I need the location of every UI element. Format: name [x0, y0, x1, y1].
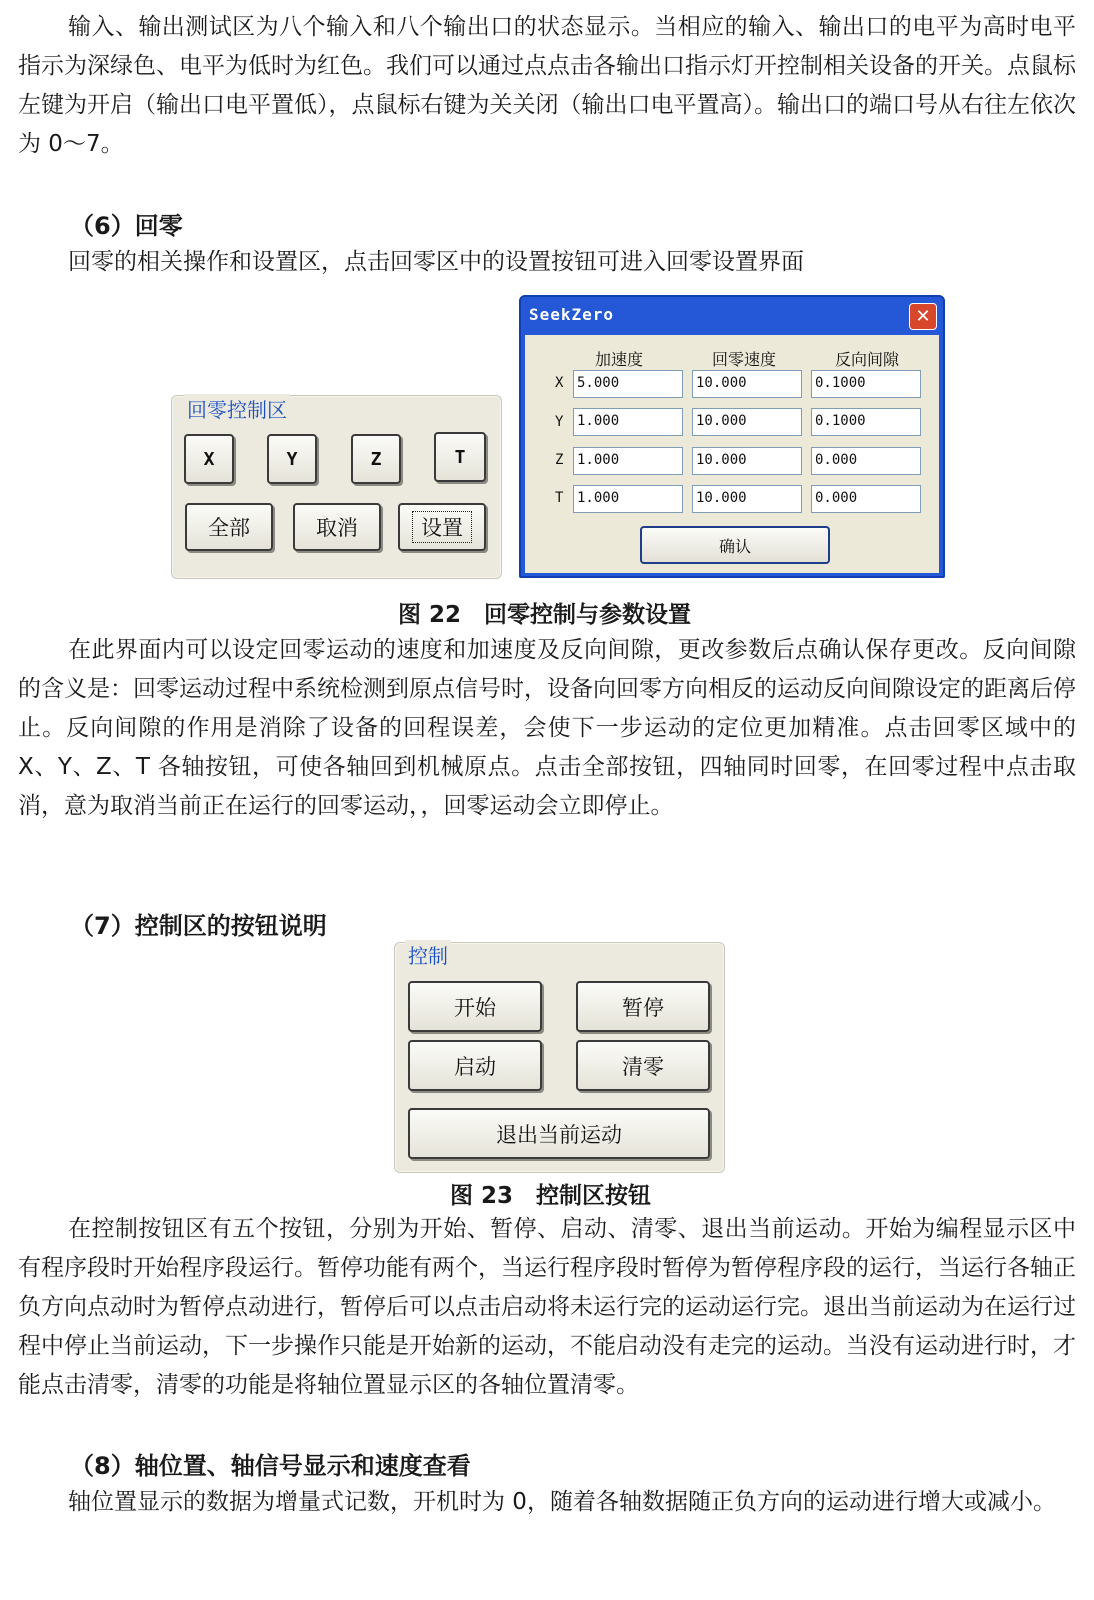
row-label-z: Z [555, 452, 564, 468]
y-acceleration-field[interactable]: 1.000 [573, 408, 683, 436]
intro-paragraph: 输入、输出测试区为八个输入和八个输出口的状态显示。当相应的输入、输出口的电平为高时电平指示为深绿色、电平为低时为红色。我们可以通过点点击各输出口指示灯开控制相关设备的开关。点鼠标左键为开启（输出口电平置低），点鼠标右键为关关闭（输出口电平置高）。输出口的端口号从右往左依次为 0～7。 [18, 14, 1076, 157]
row-label-y: Y [555, 414, 564, 430]
home-control-panel [171, 395, 502, 579]
control-panel-label: 控制 [405, 940, 451, 969]
home-t-button[interactable]: T [434, 432, 486, 482]
home-x-button[interactable]: X [184, 434, 234, 484]
home-setup-button-label: 设置 [412, 511, 472, 543]
z-backlash-field[interactable]: 0.000 [811, 447, 921, 475]
home-control-panel-label: 回零控制区 [184, 394, 290, 423]
figure-22-caption: 图 22 回零控制与参数设置 [398, 602, 692, 628]
x-acceleration-field[interactable]: 5.000 [573, 370, 683, 398]
section-heading-control-buttons: （7）控制区的按钮说明 [70, 912, 327, 940]
homing-intro-text: 回零的相关操作和设置区，点击回零区中的设置按钮可进入回零设置界面 [68, 249, 804, 275]
z-home-speed-field[interactable]: 10.000 [692, 447, 802, 475]
t-acceleration-field[interactable]: 1.000 [573, 485, 683, 513]
x-backlash-field[interactable]: 0.1000 [811, 370, 921, 398]
home-z-button[interactable]: Z [351, 434, 401, 484]
control-description-paragraph: 在控制按钮区有五个按钮，分别为开始、暂停、启动、清零、退出当前运动。开始为编程显示区中有程序段时开始程序段运行。暂停功能有两个，当运行程序段时暂停为暂停程序段的运行，当运行各轴正负方向点动时为暂停点动进行，暂停后可以点击启动将未运行完的运动运行完。退出当前运动为在运行过程中停止当前运动，下一步操作只能是开始新的运动，不能启动没有走完的运动。当没有运动进行时，才能点击清零，清零的功能是将轴位置显示区的各轴位置清零。 [18, 1216, 1076, 1398]
exit-current-motion-button[interactable]: 退出当前运动 [408, 1108, 710, 1159]
y-home-speed-field[interactable]: 10.000 [692, 408, 802, 436]
column-header-home-speed: 回零速度 [712, 350, 777, 369]
close-icon[interactable]: ✕ [909, 303, 937, 330]
pause-button[interactable]: 暂停 [576, 981, 710, 1032]
z-acceleration-field[interactable]: 1.000 [573, 447, 683, 475]
t-backlash-field[interactable]: 0.000 [811, 485, 921, 513]
confirm-button[interactable]: 确认 [640, 526, 830, 564]
dialog-body [525, 335, 939, 573]
home-all-button[interactable]: 全部 [185, 503, 273, 551]
launch-button[interactable]: 启动 [408, 1040, 542, 1091]
row-label-x: X [555, 375, 564, 391]
home-cancel-button[interactable]: 取消 [293, 503, 381, 551]
x-home-speed-field[interactable]: 10.000 [692, 370, 802, 398]
home-setup-button[interactable] [398, 503, 486, 551]
y-backlash-field[interactable]: 0.1000 [811, 408, 921, 436]
section-heading-axis-position: （8）轴位置、轴信号显示和速度查看 [70, 1452, 471, 1480]
seekzero-dialog [519, 295, 945, 578]
clear-button[interactable]: 清零 [576, 1040, 710, 1091]
column-header-acceleration: 加速度 [595, 350, 644, 369]
home-y-button[interactable]: Y [267, 434, 317, 484]
column-header-backlash: 反向间隙 [835, 350, 900, 369]
figure-23-caption: 图 23 控制区按钮 [450, 1183, 652, 1209]
section-heading-homing: （6）回零 [70, 212, 183, 240]
homing-description-paragraph: 在此界面内可以设定回零运动的速度和加速度及反向间隙，更改参数后点确认保存更改。反向间隙的含义是：回零运动过程中系统检测到原点信号时，设备向回零方向相反的运动反向间隙设定的距离后停止。反向间隙的作用是消除了设备的回程误差，会使下一步运动的定位更加精准。点击回零区域中的 X、Y、Z、T 各轴按钮，可使各轴回到机械原点。点击全部按钮，四轴同时回零，在回零过程中点击取消，意为取消当前正在运行的回零运动，，回零运动会立即停止。 [18, 637, 1076, 819]
control-panel [394, 942, 725, 1173]
axis-position-paragraph: 轴位置显示的数据为增量式记数，开机时为 0，随着各轴数据随正负方向的运动进行增大或减小。 [68, 1489, 1056, 1515]
start-button[interactable]: 开始 [408, 981, 542, 1032]
row-label-t: T [555, 490, 564, 506]
dialog-title: SeekZero [529, 305, 615, 324]
t-home-speed-field[interactable]: 10.000 [692, 485, 802, 513]
